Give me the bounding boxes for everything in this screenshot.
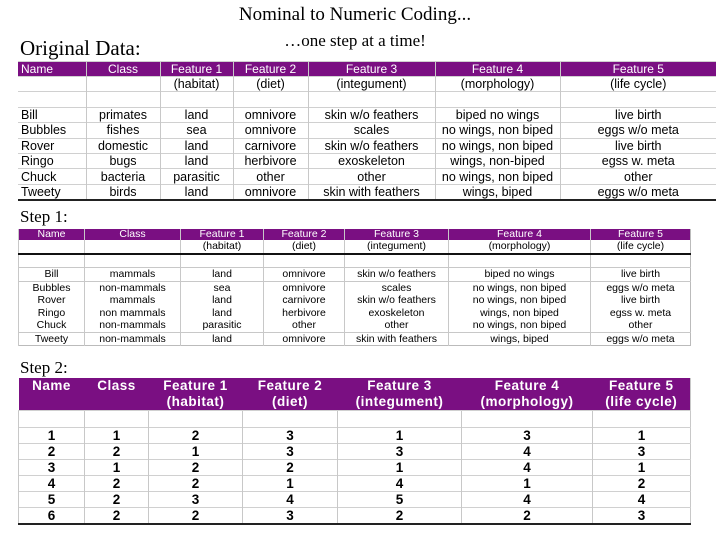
- header-cell: Feature 2: [243, 378, 338, 394]
- cell: herbivore: [264, 307, 345, 320]
- cell: skin with feathers: [345, 332, 449, 346]
- cell: live birth: [560, 107, 716, 122]
- empty-cell: [560, 92, 716, 107]
- cell: Bill: [19, 268, 85, 282]
- cell: Ringo: [19, 307, 85, 320]
- cell: omnivore: [264, 332, 345, 346]
- cell: other: [264, 319, 345, 332]
- subheader-cell: (diet): [264, 240, 345, 254]
- subheader-cell: (morphology): [449, 240, 591, 254]
- slide-subtitle: …one step at a time!: [284, 31, 426, 50]
- cell: 2: [593, 476, 691, 492]
- table-row: [18, 107, 716, 122]
- table-row: [19, 281, 691, 294]
- header-cell: Feature 2: [264, 229, 345, 240]
- empty-cell: [233, 92, 308, 107]
- cell: fishes: [86, 123, 160, 138]
- table-row: [18, 138, 716, 153]
- header-cell: Name: [18, 62, 86, 77]
- cell: Chuck: [18, 169, 86, 184]
- empty-cell: [462, 411, 593, 428]
- cell: non-mammals: [85, 281, 181, 294]
- subheader-cell: [86, 77, 160, 92]
- cell: bugs: [86, 153, 160, 168]
- empty-cell: [593, 411, 691, 428]
- step2-table: [18, 378, 691, 525]
- cell: wings, non biped: [449, 307, 591, 320]
- subheader-cell: [85, 240, 181, 254]
- cell: omnivore: [264, 281, 345, 294]
- cell: herbivore: [233, 153, 308, 168]
- cell: biped no wings: [449, 268, 591, 282]
- cell: 2: [85, 508, 149, 525]
- blank-row: [18, 92, 716, 107]
- subheader-cell: [85, 394, 149, 411]
- step1-label: Step 1:: [20, 207, 68, 226]
- blank-row: [19, 411, 691, 428]
- cell: eggs w/o meta: [560, 123, 716, 138]
- cell: no wings, non biped: [449, 294, 591, 307]
- cell: 1: [19, 428, 85, 444]
- subheader-row: [19, 394, 691, 411]
- header-cell: Feature 5: [560, 62, 716, 77]
- empty-cell: [449, 254, 591, 268]
- cell: 2: [85, 444, 149, 460]
- cell: other: [308, 169, 435, 184]
- table-row: [18, 184, 716, 200]
- cell: land: [160, 138, 233, 153]
- cell: 1: [85, 428, 149, 444]
- blank-row: [19, 254, 691, 268]
- cell: 1: [338, 460, 462, 476]
- table-row: [19, 492, 691, 508]
- header-cell: Feature 1: [160, 62, 233, 77]
- subheader-cell: [19, 394, 85, 411]
- cell: 5: [338, 492, 462, 508]
- cell: egss w. meta: [560, 153, 716, 168]
- cell: Rover: [18, 138, 86, 153]
- cell: scales: [345, 281, 449, 294]
- empty-cell: [181, 254, 264, 268]
- table-row: [19, 307, 691, 320]
- header-cell: Feature 1: [181, 229, 264, 240]
- slide-title: Nominal to Numeric Coding...: [238, 4, 472, 25]
- subheader-cell: (life cycle): [560, 77, 716, 92]
- empty-cell: [19, 254, 85, 268]
- empty-cell: [264, 254, 345, 268]
- empty-cell: [243, 411, 338, 428]
- step1-table: [18, 229, 691, 346]
- cell: Tweety: [19, 332, 85, 346]
- cell: no wings, non biped: [449, 281, 591, 294]
- subheader-cell: (life cycle): [593, 394, 691, 411]
- cell: 6: [19, 508, 85, 525]
- empty-cell: [149, 411, 243, 428]
- cell: skin w/o feathers: [345, 294, 449, 307]
- cell: other: [345, 319, 449, 332]
- cell: other: [233, 169, 308, 184]
- table-row: [19, 319, 691, 332]
- cell: 4: [462, 492, 593, 508]
- subheader-row: [18, 77, 716, 92]
- cell: 2: [85, 492, 149, 508]
- empty-cell: [18, 92, 86, 107]
- header-cell: Feature 3: [308, 62, 435, 77]
- cell: land: [160, 184, 233, 200]
- cell: eggs w/o meta: [560, 184, 716, 200]
- cell: 4: [338, 476, 462, 492]
- cell: carnivore: [264, 294, 345, 307]
- cell: skin w/o feathers: [308, 107, 435, 122]
- subheader-cell: (morphology): [462, 394, 593, 411]
- cell: wings, non-biped: [435, 153, 560, 168]
- cell: 1: [593, 460, 691, 476]
- original-data-table: [18, 61, 716, 201]
- cell: 3: [593, 508, 691, 525]
- cell: live birth: [591, 268, 691, 282]
- subheader-cell: (habitat): [149, 394, 243, 411]
- header-cell: Feature 2: [233, 62, 308, 77]
- cell: eggs w/o meta: [591, 281, 691, 294]
- header-cell: Feature 3: [338, 378, 462, 394]
- cell: 1: [593, 428, 691, 444]
- cell: carnivore: [233, 138, 308, 153]
- cell: land: [160, 153, 233, 168]
- cell: Chuck: [19, 319, 85, 332]
- cell: skin w/o feathers: [345, 268, 449, 282]
- original-data-label: Original Data:: [20, 36, 141, 60]
- empty-cell: [85, 254, 181, 268]
- cell: non mammals: [85, 307, 181, 320]
- header-cell: Feature 4: [449, 229, 591, 240]
- cell: other: [560, 169, 716, 184]
- cell: parasitic: [181, 319, 264, 332]
- header-row: [18, 62, 716, 77]
- cell: skin w/o feathers: [308, 138, 435, 153]
- subheader-cell: (integument): [338, 394, 462, 411]
- cell: parasitic: [160, 169, 233, 184]
- cell: omnivore: [233, 184, 308, 200]
- cell: land: [181, 307, 264, 320]
- cell: Bill: [18, 107, 86, 122]
- empty-cell: [345, 254, 449, 268]
- empty-cell: [338, 411, 462, 428]
- header-cell: Class: [85, 229, 181, 240]
- cell: land: [160, 107, 233, 122]
- table-row: [19, 460, 691, 476]
- subheader-cell: [19, 240, 85, 254]
- subheader-cell: (integument): [345, 240, 449, 254]
- header-cell: Feature 5: [591, 229, 691, 240]
- table-row: [19, 444, 691, 460]
- cell: 4: [462, 460, 593, 476]
- cell: biped no wings: [435, 107, 560, 122]
- table-row: [19, 476, 691, 492]
- cell: 2: [19, 444, 85, 460]
- cell: wings, biped: [449, 332, 591, 346]
- cell: 4: [19, 476, 85, 492]
- header-cell: Class: [86, 62, 160, 77]
- cell: 2: [338, 508, 462, 525]
- cell: other: [591, 319, 691, 332]
- table-row: [18, 169, 716, 184]
- cell: scales: [308, 123, 435, 138]
- cell: 2: [243, 460, 338, 476]
- cell: Bubbles: [19, 281, 85, 294]
- cell: 3: [149, 492, 243, 508]
- table-row: [19, 508, 691, 525]
- subheader-row: [19, 240, 691, 254]
- cell: 4: [462, 444, 593, 460]
- cell: 1: [149, 444, 243, 460]
- subheader-cell: (habitat): [181, 240, 264, 254]
- cell: 2: [149, 428, 243, 444]
- empty-cell: [591, 254, 691, 268]
- header-cell: Name: [19, 378, 85, 394]
- cell: 3: [243, 508, 338, 525]
- cell: live birth: [560, 138, 716, 153]
- cell: no wings, non biped: [435, 138, 560, 153]
- cell: 2: [149, 460, 243, 476]
- header-cell: Feature 1: [149, 378, 243, 394]
- cell: Bubbles: [18, 123, 86, 138]
- cell: Tweety: [18, 184, 86, 200]
- table-row: [18, 123, 716, 138]
- cell: 5: [19, 492, 85, 508]
- cell: omnivore: [233, 123, 308, 138]
- cell: 2: [462, 508, 593, 525]
- cell: skin with feathers: [308, 184, 435, 200]
- cell: 3: [338, 444, 462, 460]
- cell: 3: [593, 444, 691, 460]
- cell: non-mammals: [85, 332, 181, 346]
- cell: 4: [593, 492, 691, 508]
- cell: 1: [462, 476, 593, 492]
- cell: non-mammals: [85, 319, 181, 332]
- subheader-cell: (habitat): [160, 77, 233, 92]
- empty-cell: [435, 92, 560, 107]
- empty-cell: [19, 411, 85, 428]
- subheader-cell: (diet): [233, 77, 308, 92]
- cell: land: [181, 268, 264, 282]
- cell: 3: [243, 428, 338, 444]
- cell: 3: [462, 428, 593, 444]
- empty-cell: [86, 92, 160, 107]
- cell: 4: [243, 492, 338, 508]
- cell: domestic: [86, 138, 160, 153]
- table-row: [19, 332, 691, 346]
- subheader-cell: (integument): [308, 77, 435, 92]
- subheader-cell: (morphology): [435, 77, 560, 92]
- header-row: [19, 229, 691, 240]
- cell: bacteria: [86, 169, 160, 184]
- cell: Rover: [19, 294, 85, 307]
- subheader-cell: (diet): [243, 394, 338, 411]
- table-row: [19, 294, 691, 307]
- cell: no wings, non biped: [435, 123, 560, 138]
- cell: no wings, non biped: [435, 169, 560, 184]
- cell: 1: [338, 428, 462, 444]
- cell: 3: [243, 444, 338, 460]
- cell: exoskeleton: [308, 153, 435, 168]
- step2-label: Step 2:: [20, 358, 68, 377]
- subheader-cell: [18, 77, 86, 92]
- cell: 1: [85, 460, 149, 476]
- cell: Ringo: [18, 153, 86, 168]
- cell: mammals: [85, 294, 181, 307]
- cell: land: [181, 332, 264, 346]
- cell: omnivore: [233, 107, 308, 122]
- cell: 2: [85, 476, 149, 492]
- cell: land: [181, 294, 264, 307]
- header-cell: Feature 4: [462, 378, 593, 394]
- table-row: [18, 153, 716, 168]
- cell: 2: [149, 476, 243, 492]
- cell: sea: [160, 123, 233, 138]
- header-cell: Feature 3: [345, 229, 449, 240]
- cell: 3: [19, 460, 85, 476]
- subheader-cell: (life cycle): [591, 240, 691, 254]
- cell: 1: [243, 476, 338, 492]
- header-cell: Feature 4: [435, 62, 560, 77]
- cell: mammals: [85, 268, 181, 282]
- header-cell: Name: [19, 229, 85, 240]
- header-row: [19, 378, 691, 394]
- cell: birds: [86, 184, 160, 200]
- cell: live birth: [591, 294, 691, 307]
- table-row: [19, 428, 691, 444]
- cell: egss w. meta: [591, 307, 691, 320]
- cell: eggs w/o meta: [591, 332, 691, 346]
- cell: wings, biped: [435, 184, 560, 200]
- empty-cell: [160, 92, 233, 107]
- empty-cell: [308, 92, 435, 107]
- header-cell: Feature 5: [593, 378, 691, 394]
- cell: primates: [86, 107, 160, 122]
- cell: 2: [149, 508, 243, 525]
- table-row: [19, 268, 691, 282]
- empty-cell: [85, 411, 149, 428]
- cell: sea: [181, 281, 264, 294]
- cell: exoskeleton: [345, 307, 449, 320]
- cell: omnivore: [264, 268, 345, 282]
- cell: no wings, non biped: [449, 319, 591, 332]
- header-cell: Class: [85, 378, 149, 394]
